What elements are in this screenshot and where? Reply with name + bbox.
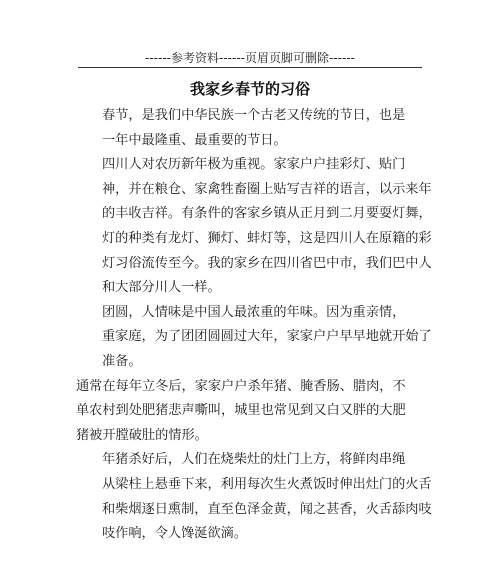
paragraph-line: 单农村到处肥猪悲声嘶叫，城里也常见到又白又胖的大肥 bbox=[76, 403, 406, 419]
paragraph-line: 吱作响，令人馋涎欲滴。 bbox=[102, 526, 248, 542]
paragraph-line: 团圆，人情味是中国人最浓重的年味。因为重亲情， bbox=[102, 304, 406, 320]
body-paragraph bbox=[76, 301, 432, 375]
header-divider bbox=[78, 67, 422, 68]
paragraph-line: 和柴烟逐日熏制，直至色泽金黄，闻之甚香，火舌舔肉吱 bbox=[102, 501, 432, 517]
paragraph-line: 春节，是我们中华民族一个古老又传统的节日，也是 bbox=[102, 108, 406, 123]
paragraph-line: 神，并在粮仓、家禽牲畜圈上贴写吉祥的语言，以示来年 bbox=[102, 181, 432, 197]
body-paragraph bbox=[76, 375, 424, 449]
paragraph-line: 通常在每年立冬后，家家户户杀年猪、腌香肠、腊肉，不 bbox=[76, 378, 406, 394]
body-paragraph bbox=[76, 104, 424, 153]
paragraph-line: 从梁柱上悬垂下来，利用每次生火煮饭时伸出灶门的火舌 bbox=[102, 476, 432, 492]
document-title: 我家乡春节的习俗 bbox=[189, 80, 310, 98]
paragraph-line: 准备。 bbox=[102, 353, 142, 369]
page-header-note: ------参考资料------页眉页脚可删除------ bbox=[145, 51, 355, 65]
paragraph-line: 猪被开膛破肚的情形。 bbox=[76, 427, 208, 443]
paragraph-line: 年猪杀好后，人们在烧柴灶的灶门上方，将鲜肉串绳 bbox=[102, 452, 406, 468]
paragraph-line: 重家庭，为了团团圆圆过大年，家家户户早早地就开始了 bbox=[102, 329, 432, 345]
paragraph-line: 一年中最隆重、最重要的节日。 bbox=[102, 132, 287, 148]
paragraph-line: 灯的种类有龙灯、狮灯、蚌灯等，这是四川人在原籍的彩 bbox=[102, 230, 432, 246]
paragraph-line: 四川人对农历新年极为重视。家家户户挂彩灯、贴门 bbox=[102, 157, 406, 173]
document-body bbox=[76, 104, 432, 547]
paragraph-line: 灯习俗流传至今。我的家乡在四川省巴中市，我们巴中人 bbox=[102, 255, 432, 271]
body-paragraph bbox=[76, 153, 432, 301]
paragraph-line: 的丰收吉祥。有条件的客家乡镇从正月到二月要耍灯舞， bbox=[102, 206, 432, 222]
paragraph-line: 和大部分川人一样。 bbox=[102, 280, 221, 296]
body-paragraph bbox=[76, 448, 432, 546]
